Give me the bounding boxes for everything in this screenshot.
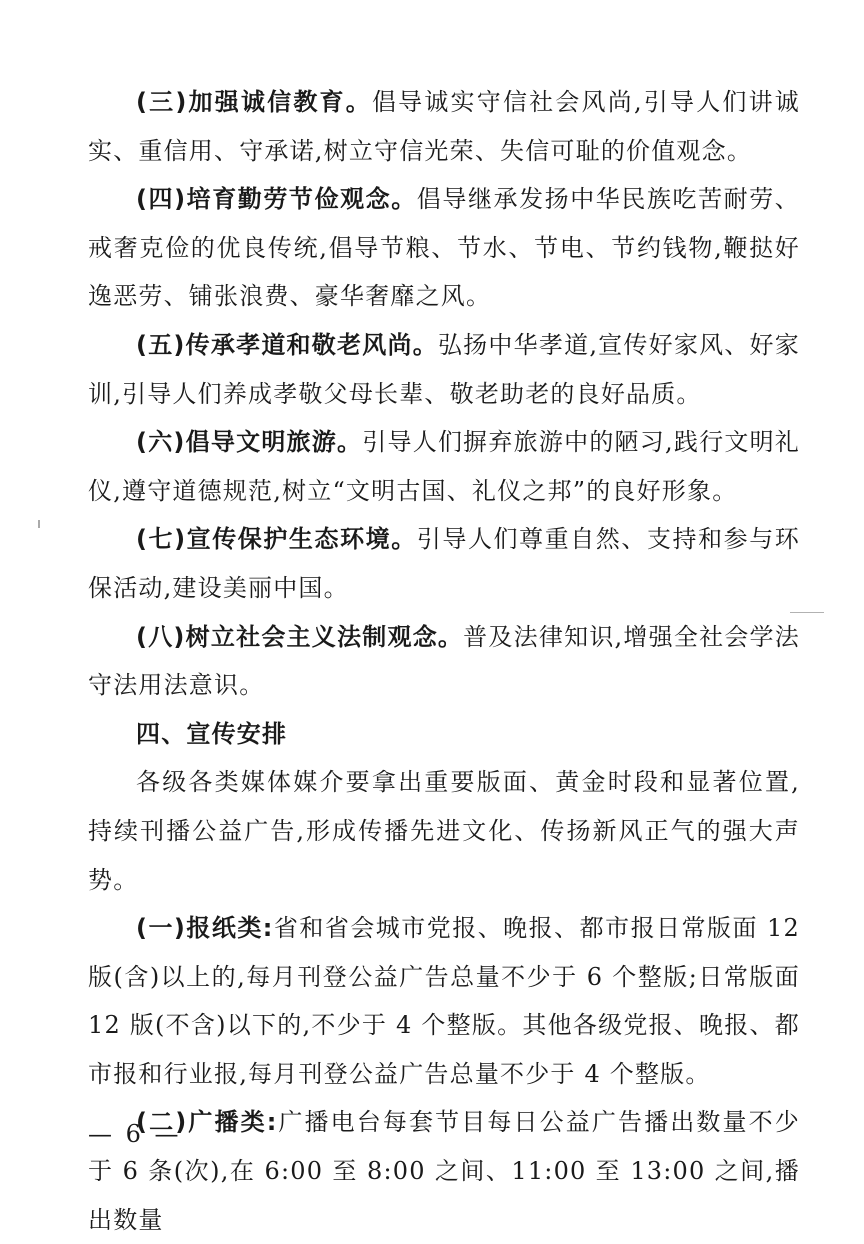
subsection-2-heading: (二)广播类: — [136, 1108, 278, 1137]
section-heading: 四、宣传安排 — [136, 719, 288, 748]
paragraph-7-heading: (七)宣传保护生态环境。 — [136, 525, 417, 554]
paragraph-6-heading: (六)倡导文明旅游。 — [136, 428, 363, 457]
subsection-1-text: 省和省会城市党报、晚报、都市报日常版面 12 版(含)以上的,每月刊登公益广告总量不少于 6 个整版;日常版面 12 版(不含)以下的,不少于 4 个整版。其他各级党报、晚报、都市报和行业报,每月刊登公益广告总量不少于 4 个整版。 — [88, 914, 800, 1088]
paragraph-5-text: 弘扬中华孝道,宣传好家风、好家训,引导人们养成孝敬父母长辈、敬老助老的良好品质。 — [88, 330, 800, 408]
document-body — [88, 78, 800, 1244]
subsection-2 — [88, 1098, 800, 1244]
paragraph-3-text: 倡导诚实守信社会风尚,引导人们讲诚实、重信用、守承诺,树立守信光荣、失信可耻的价值观念。 — [88, 88, 801, 165]
section-intro: 各级各类媒体媒介要拿出重要版面、黄金时段和显著位置,持续刊播公益广告,形成传播先进文化、传扬新风正气的强大声势。 — [88, 768, 800, 894]
paragraph-6 — [88, 418, 800, 515]
subsection-1-heading: (一)报纸类: — [136, 914, 274, 943]
paragraph-8 — [88, 613, 800, 710]
paragraph-7-text: 引导人们尊重自然、支持和参与环保活动,建设美丽中国。 — [88, 525, 800, 602]
paragraph-8-text: 普及法律知识,增强全社会学法守法用法意识。 — [88, 622, 800, 700]
subsection-2-text: 广播电台每套节目每日公益广告播出数量不少于 6 条(次),在 6:00 至 8:00 之间、11:00 至 13:00 之间,播出数量 — [88, 1108, 801, 1234]
paragraph-6-text: 引导人们摒弃旅游中的陋习,践行文明礼仪,遵守道德规范,树立“文明古国、礼仪之邦”的良好形象。 — [88, 428, 800, 505]
paragraph-7 — [88, 515, 800, 612]
paragraph-4-heading: (四)培育勤劳节俭观念。 — [136, 185, 417, 214]
paragraph-5-heading: (五)传承孝道和敬老风尚。 — [136, 330, 438, 359]
paragraph-3-heading: (三)加强诚信教育。 — [136, 88, 372, 116]
scan-dot-left — [38, 520, 40, 528]
paragraph-5 — [88, 321, 800, 418]
paragraph-4 — [88, 175, 800, 321]
subsection-1 — [88, 904, 800, 1098]
paragraph-3 — [88, 78, 800, 175]
paragraph-4-text: 倡导继承发扬中华民族吃苦耐劳、戒奢克俭的优良传统,倡导节粮、节水、节电、节约钱物,鞭挞好逸恶劳、铺张浪费、豪华奢靡之风。 — [88, 185, 800, 311]
page-number: — 6 — — [88, 1120, 182, 1148]
paragraph-8-heading: (八)树立社会主义法制观念。 — [136, 622, 464, 651]
